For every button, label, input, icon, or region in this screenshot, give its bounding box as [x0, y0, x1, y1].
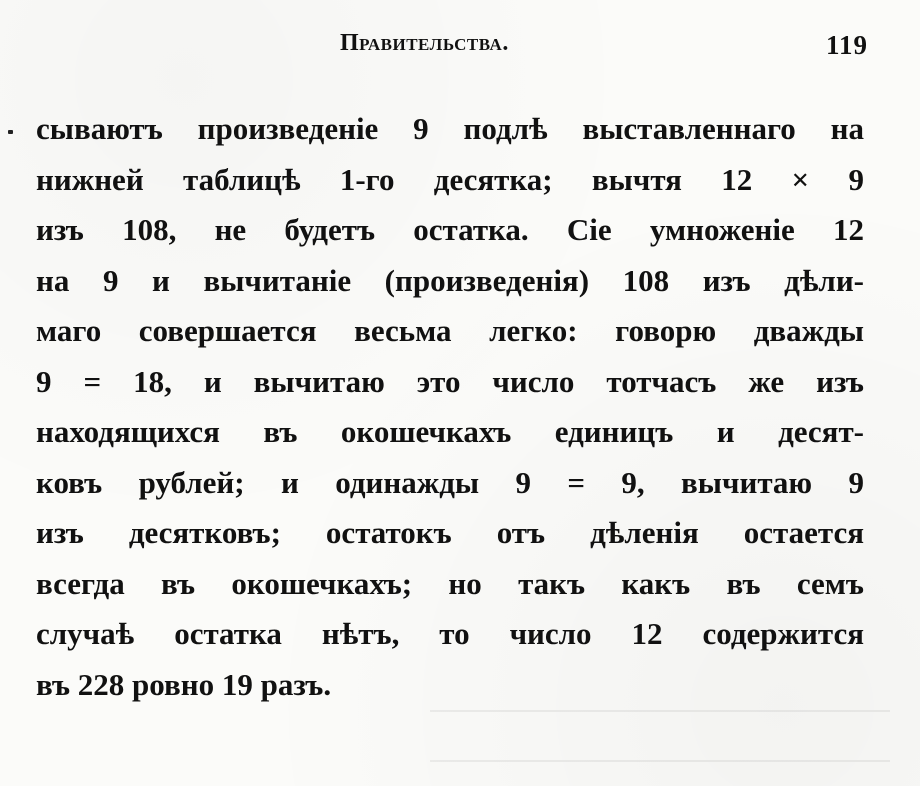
text-line: всегда въ окошечкахъ; но такъ какъ въ семъ — [36, 565, 864, 601]
text-line: изъ десятковъ; остатокъ отъ дѣленія остается — [36, 515, 864, 550]
text-line: сываютъ произведеніе 9 подлѣ выставленнаго на — [36, 111, 864, 146]
running-head: Правительства. — [340, 30, 509, 56]
page-header — [340, 30, 868, 70]
page-number: 119 — [825, 30, 868, 60]
text-line: случаѣ остатка нѣтъ, то число 12 содержится — [36, 616, 864, 651]
margin-ink-mark — [8, 130, 13, 134]
text-line: изъ 108, не будетъ остатка. Сіе умноженіе 12 — [36, 212, 864, 247]
text-line: на 9 и вычитаніе (произведенія) 108 изъ дѣли- — [36, 262, 864, 298]
text-line: 9 = 18, и вычитаю это число тотчасъ же изъ — [36, 363, 864, 399]
body-text — [36, 104, 864, 710]
text-line: нижней таблицѣ 1-го десятка; вычтя 12 × 9 — [36, 161, 864, 197]
text-line: ковъ рублей; и одинажды 9 = 9, вычитаю 9 — [36, 464, 864, 500]
paper-show-through — [430, 680, 890, 780]
text-line: находящихся въ окошечкахъ единицъ и десят- — [36, 414, 864, 449]
text-line: маго совершается весьма легко: говорю дважды — [36, 313, 864, 348]
text-line: въ 228 ровно 19 разъ. — [36, 666, 332, 702]
